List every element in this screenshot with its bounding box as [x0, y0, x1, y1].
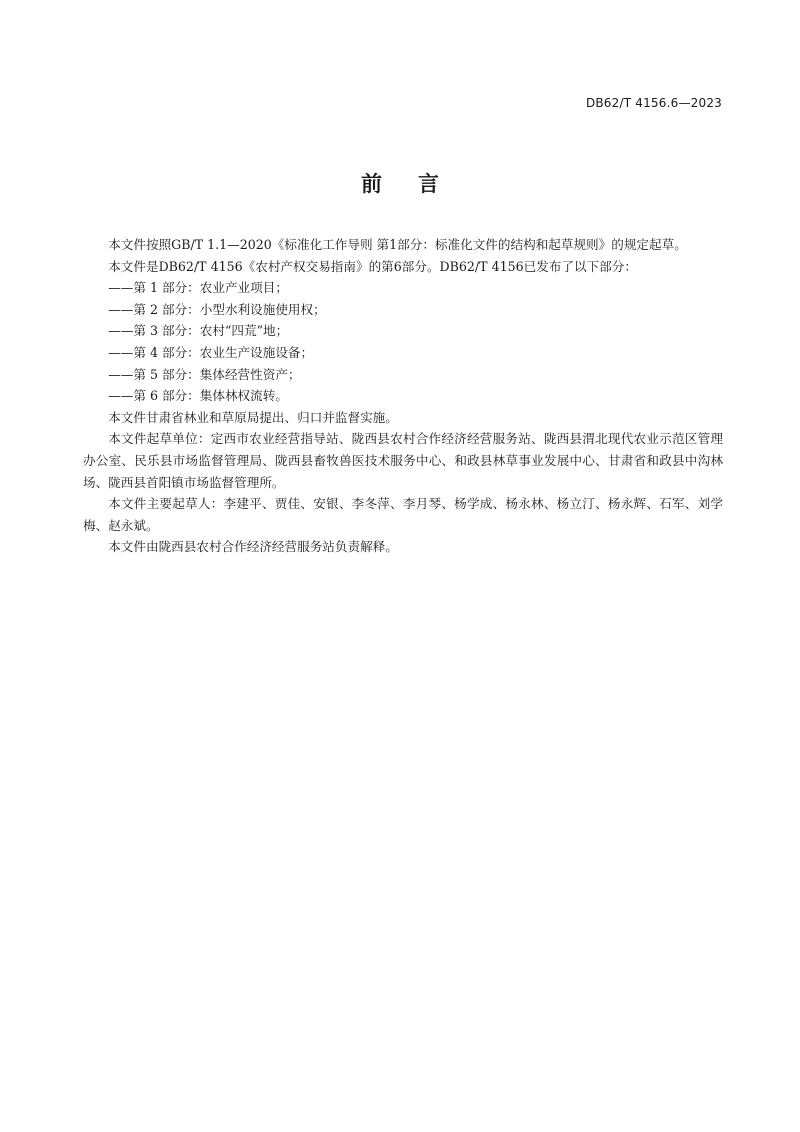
parts-list-item: ——第 4 部分：农业生产设施设备；: [108, 344, 314, 360]
paragraph-drafters: 本文件主要起草人：李建平、贾佳、安银、李冬萍、李月琴、杨学成、杨永林、杨立汀、杨永辉、石军、刘学梅、赵永斌。: [83, 496, 723, 533]
parts-list: [83, 277, 723, 407]
document-number: DB62/T 4156.6—2023: [585, 96, 722, 110]
paragraph-proposer: 本文件甘肃省林业和草原局提出、归口并监督实施。: [108, 409, 398, 425]
paragraph-drafting-basis: 本文件按照GB/T 1.1—2020《标准化工作导则 第1部分：标准化文件的结构和起草规则》的规定起草。: [108, 237, 687, 252]
parts-list-item: ——第 3 部分：农村“四荒”地；: [108, 323, 289, 339]
page-title: 前言: [361, 172, 475, 196]
parts-list-item: ——第 1 部分：农业产业项目；: [108, 280, 288, 296]
foreword-body: [83, 234, 723, 558]
paragraph-drafting-units: 本文件起草单位：定西市农业经营指导站、陇西县农村合作经济经营服务站、陇西县渭北现代农业示范区管理办公室、民乐县市场监督管理局、陇西县畜牧兽医技术服务中心、和政县林草事业发展中心、甘肃省和政县中沟林场、陇西县首阳镇市场监督管理所。: [83, 431, 723, 490]
paragraph-series-intro: 本文件是DB62/T 4156《农村产权交易指南》的第6部分。DB62/T 4156已发布了以下部分：: [108, 258, 637, 274]
parts-list-item: ——第 2 部分：小型水利设施使用权；: [108, 301, 326, 317]
parts-list-item: ——第 5 部分：集体经营性资产；: [108, 366, 301, 382]
parts-list-item: ——第 6 部分：集体林权流转。: [108, 388, 288, 404]
paragraph-interpretation: 本文件由陇西县农村合作经济经营服务站负责解释。: [108, 539, 398, 555]
